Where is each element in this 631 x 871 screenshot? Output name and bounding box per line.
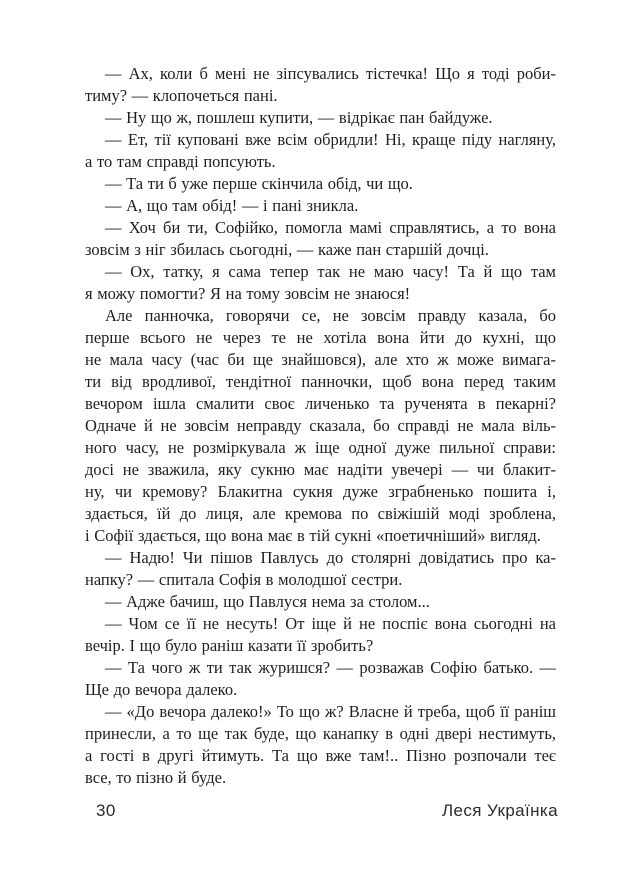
text-line: я можу помогти? Я на тому зовсім не знаюся! [85, 284, 411, 303]
text-line: все, то пізно й буде. [85, 768, 227, 787]
page-number: 30 [96, 801, 116, 820]
running-title-author: Леся Українка [442, 801, 558, 820]
text-line: а гості в другі йтимуть. Та що вже там!.. Пізно розпочали теє [85, 746, 556, 765]
text-line: напку? — спитала Софія в молодшої сестри. [85, 570, 403, 589]
text-line: — Та чого ж ти так журишся? — розважав Софію батько. — [105, 658, 556, 677]
text-line: а то там справді попсують. [85, 152, 276, 171]
text-line: — Та ти б уже перше скінчила обід, чи що. [105, 174, 413, 193]
text-line: перше всього не через те не хотіла вона йти до кухні, що [85, 328, 556, 347]
text-line: — А, що там обід! — і пані зникла. [105, 196, 359, 215]
text-line: — Хоч би ти, Софійко, помогла мамі справлятись, а то вона [105, 218, 556, 237]
text-line: — Чом се її не несуть! От іще й не поспіє вона сьогодні на [105, 614, 556, 633]
text-line: — Ах, коли б мені не зіпсувались тістечка! Що я тоді роби- [105, 64, 556, 83]
text-line: ного часу, не розміркувала ж іще одної дуже пильної справи: [85, 438, 556, 457]
text-line: — Ох, татку, я сама тепер так не маю часу! Та й що там [105, 262, 556, 281]
text-line: здається, їй до лиця, але кремова по свіжішій моді зроблена, [85, 504, 556, 523]
text-line: — Адже бачиш, що Павлуся нема за столом... [105, 592, 430, 611]
text-line: і Софії здається, що вона має в тій сукні «поетичніший» вигляд. [85, 526, 541, 545]
text-line: принесли, а то ще так буде, що канапку в одні двері нестимуть, [85, 724, 556, 743]
text-line: ти від вродливої, тендітної панночки, щоб вона перед таким [85, 372, 556, 391]
text-line: Але панночка, говорячи се, не зовсім правду казала, бо [105, 306, 556, 325]
text-line: вечором ішла смалити своє личенько та рученята в пекарні? [85, 394, 556, 413]
text-line: не мала часу (час би ще знайшовся), але хто ж може вимага- [85, 350, 556, 369]
text-line: вечір. І що було раніш казати її зробить? [85, 636, 374, 655]
text-line: Одначе й не зовсім неправду сказала, бо справді не мала віль- [85, 416, 556, 435]
text-line: Ще до вечора далеко. [85, 680, 238, 699]
text-line: — Ну що ж, пошлеш купити, — відрікає пан байдуже. [105, 108, 493, 127]
text-line: — Надю! Чи пішов Павлусь до столярні довідатись про ка- [105, 548, 556, 567]
page-footer [85, 800, 558, 822]
text-line: — «До вечора далеко!» То що ж? Власне й треба, щоб її раніш [105, 702, 556, 721]
text-line: досі не зважила, яку сукню має надіти увечері — чи блакит- [85, 460, 556, 479]
text-line: ну, чи кремову? Блакитна сукня дуже зграбненько пошита і, [85, 482, 556, 501]
text-line: тиму? — клопочеться пані. [85, 86, 278, 105]
text-line: зовсім з ніг збилась сьогодні, — каже пан старшій дочці. [85, 240, 489, 259]
text-line: — Ет, тії куповані вже всім обридли! Ні, краще піду нагляну, [105, 130, 556, 149]
text-block [85, 63, 556, 789]
